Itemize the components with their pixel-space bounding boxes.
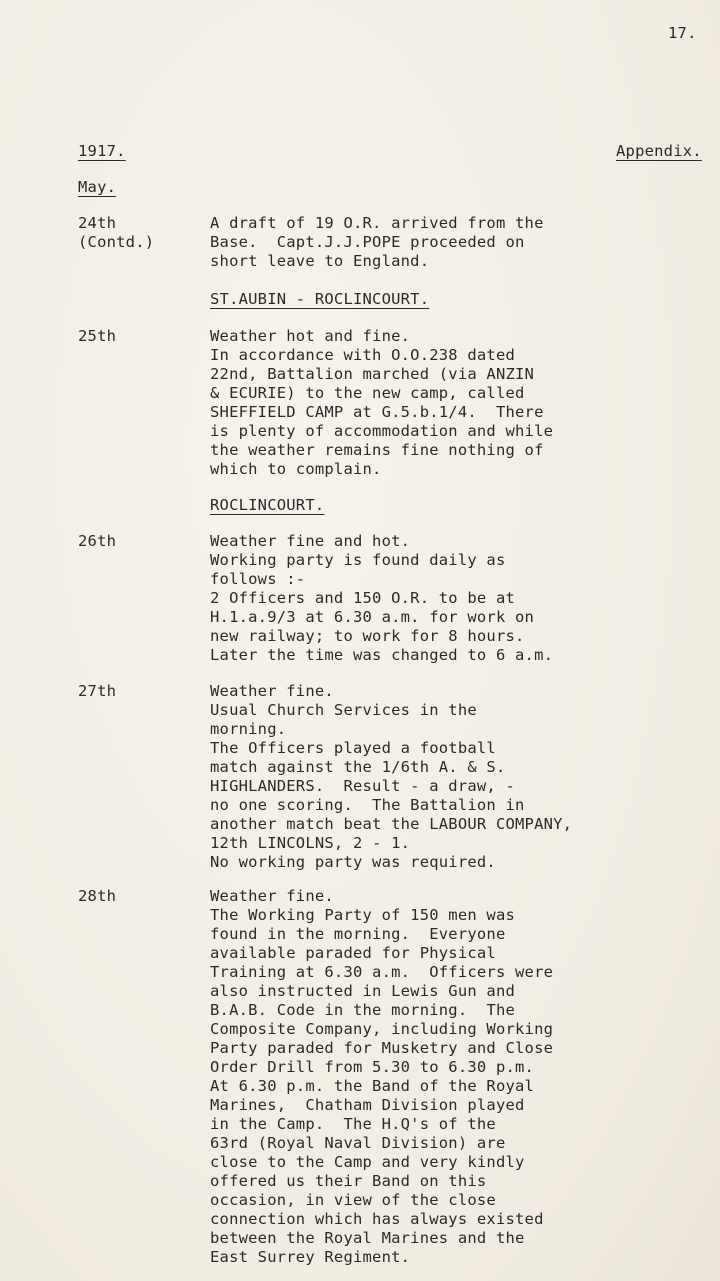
entry-date: 28th xyxy=(78,887,117,905)
entry-text: A draft of 19 O.R. arrived from the Base. Capt.J.J.POPE proceeded on short leave to England. xyxy=(210,214,544,270)
entry-date: 25th xyxy=(78,327,117,345)
entry-date: 27th xyxy=(78,682,117,700)
entry-date: 24th (Contd.) xyxy=(78,214,155,251)
location-heading: ROCLINCOURT. xyxy=(210,496,325,514)
page-number: 17. xyxy=(668,24,697,42)
entry-text: Weather fine. Usual Church Services in the morning. The Officers played a football match against the 1/6th A. & S. HIGHLANDERS. Result - a draw, - no one scoring. The Battalion in another match beat the LABOUR COMPANY, 12th LINCOLNS, 2 - 1. No working party was required. xyxy=(210,682,573,871)
entry-text: Weather fine and hot. Working party is found daily as follows :- 2 Officers and 150 O.R. to be at H.1.a.9/3 at 6.30 a.m. for work on new railway; to work for 8 hours. Later the time was changed to 6 a.m. xyxy=(210,532,554,664)
entry-text: Weather fine. The Working Party of 150 men was found in the morning. Everyone available paraded for Physical Training at 6.30 a.m. Officers were also instructed in Lewis Gun and B.A.B. Code in the morning. The Composite Company, including Working Party paraded for Musketry and Close Order Drill from 5.30 to 6.30 p.m. At 6.30 p.m. the Band of the Royal Marines, Chatham Division played in the Camp. The H.Q's of the 63rd (Royal Naval Division) are close to the Camp and very kindly offered us their Band on this occasion, in view of the close connection which has always existed between the Royal Marines and the East Surrey Regiment. xyxy=(210,887,554,1266)
year-heading: 1917. xyxy=(78,142,126,160)
entry-text: Weather hot and fine. In accordance with O.O.238 dated 22nd, Battalion marched (via ANZIN & ECURIE) to the new camp, called SHEFFIELD CAMP at G.5.b.1/4. There is plenty of accommodation and while the weather remains fine nothing of which to complain. xyxy=(210,327,554,478)
appendix-heading: Appendix. xyxy=(616,142,702,160)
month-heading: May. xyxy=(78,178,117,196)
location-heading: ST.AUBIN - ROCLINCOURT. xyxy=(210,290,430,308)
entry-date: 26th xyxy=(78,532,117,550)
